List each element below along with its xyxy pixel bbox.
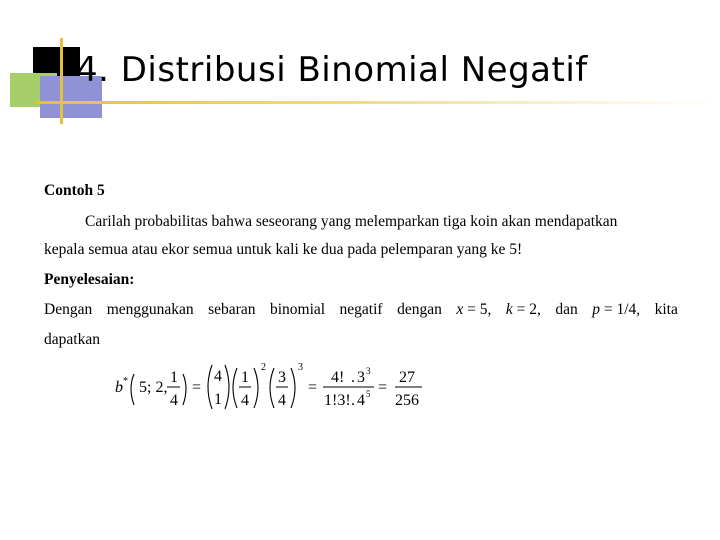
solution-line <box>44 301 678 319</box>
paren2-close <box>254 368 258 408</box>
binom-close <box>225 365 229 409</box>
binom-bottom: 1 <box>214 391 222 408</box>
frac-num: 1 <box>170 369 178 386</box>
t3-num: 3 <box>278 369 286 386</box>
eq-2: = <box>308 379 318 396</box>
binom-top: 4 <box>214 368 222 385</box>
t2-den: 4 <box>241 392 249 409</box>
decor-vertical-line <box>60 38 63 124</box>
x-assignment: x = 5, <box>456 301 492 318</box>
frac-den: 4 <box>170 392 178 409</box>
func-b: b <box>115 379 123 396</box>
solution-heading: Penyelesaian: <box>44 271 135 288</box>
final-num: 27 <box>399 369 415 386</box>
p-assignment: p = 1/4, <box>592 301 641 318</box>
exp-3: 3 <box>298 362 303 373</box>
res-den-a: 1!3! <box>324 392 351 409</box>
exp-2: 2 <box>261 362 266 373</box>
binom-open <box>208 365 212 409</box>
word: kita <box>654 301 678 318</box>
decor-horizontal-line <box>35 101 720 104</box>
word: binomial <box>269 301 326 318</box>
formula <box>112 360 432 416</box>
args: 5; 2, <box>139 379 168 396</box>
example-heading: Contoh 5 <box>44 182 105 199</box>
paren-close <box>183 374 186 405</box>
res-num-b: 3 <box>357 369 365 386</box>
res-num-a: 4! <box>331 369 345 386</box>
star: * <box>123 376 128 387</box>
slide-title: 4. Distribusi Binomial Negatif <box>76 50 588 90</box>
word: sebaran <box>208 301 256 318</box>
dot-1: . <box>351 369 355 386</box>
res-den-b: 4 <box>357 392 365 409</box>
problem-line-1: Carilah probabilitas bahwa seseorang yang melemparkan tiga koin akan mendapatkan <box>85 213 618 230</box>
word: dengan <box>397 301 442 318</box>
word: dan <box>555 301 578 318</box>
word: menggunakan <box>106 301 194 318</box>
t3-den: 4 <box>278 392 286 409</box>
paren3-open <box>270 368 274 408</box>
t2-num: 1 <box>241 369 249 386</box>
word: Dengan <box>44 301 93 318</box>
word: negatif <box>339 301 383 318</box>
res-exp-5: 5 <box>366 389 371 399</box>
final-den: 256 <box>395 392 419 409</box>
eq-1: = <box>192 379 202 396</box>
paren-open <box>131 374 134 405</box>
problem-line-2: kepala semua atau ekor semua untuk kali ke dua pada pelemparan yang ke 5! <box>44 241 523 258</box>
res-exp-3: 3 <box>366 366 371 376</box>
paren2-open <box>233 368 237 408</box>
solution-line-end: dapatkan <box>44 331 100 348</box>
eq-3: = <box>378 379 388 396</box>
paren3-close <box>291 368 295 408</box>
dot-2: . <box>351 392 355 409</box>
k-assignment: k = 2, <box>505 301 541 318</box>
